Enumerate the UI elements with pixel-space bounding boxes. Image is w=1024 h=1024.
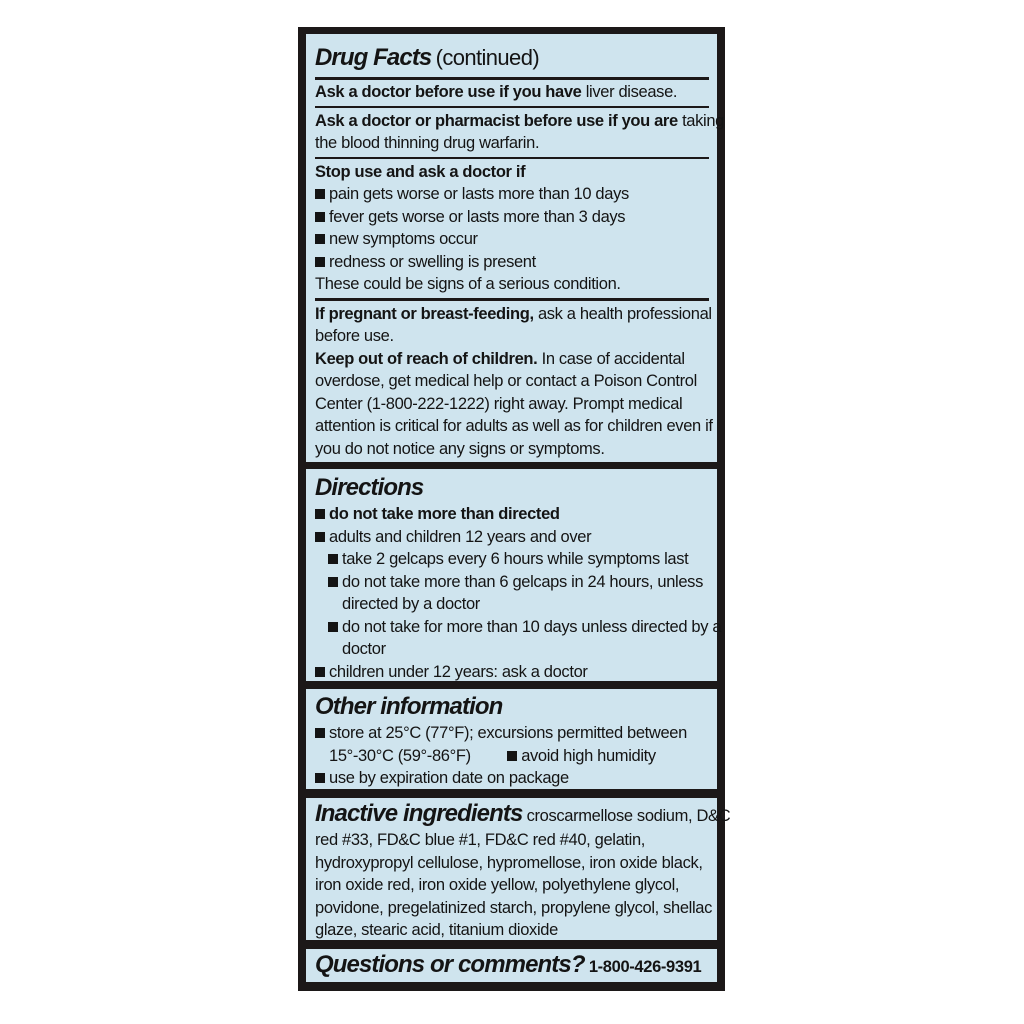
- warfarin-warning-bold: Ask a doctor or pharmacist before use if you are: [315, 111, 678, 130]
- sub-list-item: do not take for more than 10 days unless directed by a: [315, 616, 709, 639]
- drug-facts-label: [298, 27, 731, 991]
- liver-warning-bold: Ask a doctor before use if you have: [315, 83, 582, 101]
- sub-list-item: take 2 gelcaps every 6 hours while symptoms last: [315, 548, 709, 571]
- inactive-ingredients-title: Inactive ingredients: [315, 800, 523, 827]
- keep-out-bold: Keep out of reach of children.: [315, 349, 538, 368]
- pregnancy-warning-text: ask a health professional: [537, 304, 712, 323]
- stop-use-section: [315, 161, 709, 296]
- keep-out-warning: [315, 348, 713, 461]
- section-divider: [315, 77, 709, 80]
- bullet-square-icon: [315, 189, 325, 199]
- keep-out-line: Center (1-800-222-1222) right away. Prompt medical: [315, 394, 683, 413]
- liver-warning: [315, 81, 709, 104]
- list-item: children under 12 years: ask a doctor: [315, 661, 709, 684]
- ingredients-line: croscarmellose sodium, D&C: [526, 807, 731, 825]
- warfarin-warning-line2: the blood thinning drug warfarin.: [315, 134, 540, 152]
- bullet-square-icon: [328, 554, 338, 564]
- bullet-square-icon: [315, 728, 325, 738]
- warfarin-warning: [315, 110, 724, 155]
- list-item: new symptoms occur: [315, 228, 709, 251]
- bullet-square-icon: [315, 234, 325, 244]
- ingredients-line: iron oxide red, iron oxide yellow, polyethylene glycol,: [315, 876, 680, 894]
- drug-facts-title-suffix: (continued): [435, 45, 540, 70]
- stop-use-heading: Stop use and ask a doctor if: [315, 162, 526, 181]
- sub-list-item-continued: directed by a doctor: [342, 595, 480, 613]
- drug-facts-panel: [306, 34, 724, 462]
- keep-out-line: overdose, get medical help or contact a Poison Control: [315, 372, 697, 390]
- list-item: redness or swelling is present: [315, 251, 709, 274]
- bullet-square-icon: [315, 532, 325, 542]
- list-item: store at 25°C (77°F); excursions permitted between: [315, 722, 709, 745]
- list-item: fever gets worse or lasts more than 3 days: [315, 206, 709, 229]
- drug-facts-title: Drug Facts: [315, 44, 432, 71]
- keep-out-line: attention is critical for adults as well as for children even if: [315, 417, 713, 435]
- section-divider: [315, 106, 709, 108]
- pregnancy-warning-line2: before use.: [315, 327, 394, 345]
- keep-out-line: you do not notice any signs or symptoms.: [315, 439, 605, 458]
- section-divider: [315, 298, 709, 301]
- drug-facts-heading: [315, 34, 709, 77]
- inactive-ingredients-panel: [306, 798, 731, 940]
- keep-out-text: In case of accidental: [541, 349, 685, 368]
- list-item: pain gets worse or lasts more than 10 days: [315, 183, 709, 206]
- pregnancy-warning: [315, 303, 712, 348]
- directions-title: Directions: [315, 474, 424, 501]
- stop-use-note: These could be signs of a serious condition.: [315, 275, 621, 293]
- ingredients-line: hydroxypropyl cellulose, hypromellose, iron oxide black,: [315, 853, 703, 872]
- other-information-panel: [306, 689, 717, 789]
- bullet-square-icon: [315, 212, 325, 222]
- list-item: do not take more than directed: [315, 503, 709, 526]
- questions-panel: [306, 949, 717, 982]
- bullet-square-icon: [315, 773, 325, 783]
- questions-phone: 1-800-426-9391: [588, 958, 702, 976]
- bullet-square-icon: [507, 751, 517, 761]
- bullet-square-icon: [328, 577, 338, 587]
- ingredients-line: glaze, stearic acid, titanium dioxide: [315, 921, 558, 939]
- other-information-title: Other information: [315, 693, 503, 720]
- liver-warning-text: liver disease.: [585, 83, 678, 101]
- bullet-square-icon: [328, 622, 338, 632]
- list-item: adults and children 12 years and over: [315, 526, 709, 549]
- directions-panel: [306, 469, 722, 681]
- questions-title: Questions or comments?: [315, 951, 585, 978]
- sub-list-item: do not take more than 6 gelcaps in 24 hours, unless: [315, 571, 709, 594]
- sub-list-item-continued: doctor: [342, 640, 386, 658]
- ingredients-line: red #33, FD&C blue #1, FD&C red #40, gelatin,: [315, 831, 646, 849]
- list-item: use by expiration date on package: [315, 767, 709, 790]
- pregnancy-warning-bold: If pregnant or breast-feeding,: [315, 304, 534, 323]
- ingredients-line: povidone, pregelatinized starch, propylene glycol, shellac: [315, 898, 713, 917]
- bullet-square-icon: [315, 257, 325, 267]
- warfarin-warning-text: taking: [682, 111, 724, 130]
- bullet-square-icon: [315, 667, 325, 677]
- bullet-square-icon: [315, 509, 325, 519]
- list-item-continued: 15°-30°C (59°-86°F) avoid high humidity: [329, 746, 656, 765]
- section-divider: [315, 157, 709, 159]
